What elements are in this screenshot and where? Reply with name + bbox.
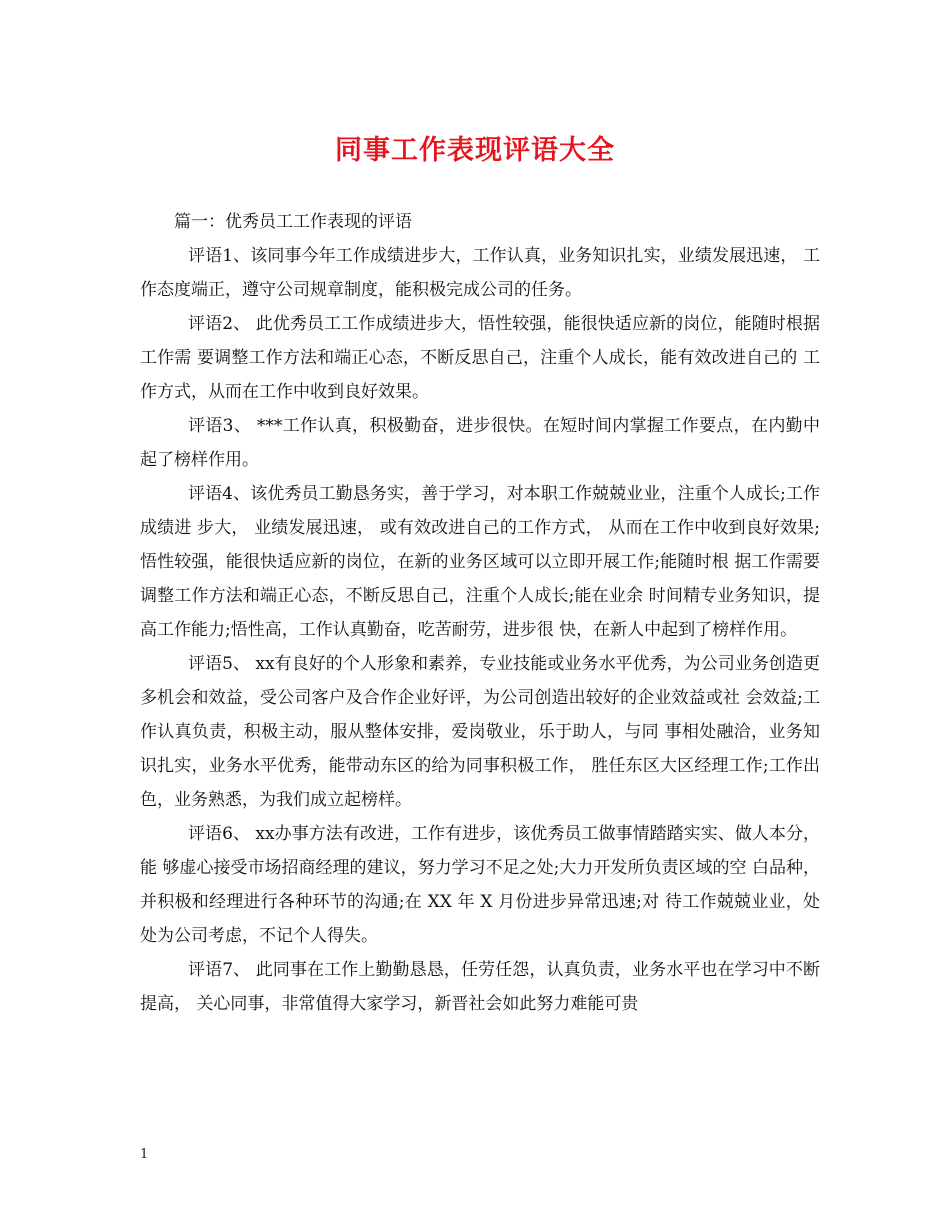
section-heading: 篇一：优秀员工工作表现的评语	[174, 212, 412, 232]
paragraph-comment-1: 评语1、该同事今年工作成绩进步大，工作认真，业务知识扎实，业绩发展迅速， 工作态度端正，遵守公司规章制度，能积极完成公司的任务。	[140, 246, 820, 300]
paragraph-comment-2: 评语2、 此优秀员工工作成绩进步大，悟性较强，能很快适应新的岗位，能随时根据工作需 要调整工作方法和端正心态，不断反思自己，注重个人成长，能有效改进自己的 工作方式，从而在工作中收到良好效果。	[140, 314, 820, 402]
page-number: 1	[140, 1147, 149, 1162]
paragraph-comment-6: 评语6、 xx办事方法有改进，工作有进步，该优秀员工做事情踏踏实实、做人本分，能 够虚心接受市场招商经理的建议，努力学习不足之处;大力开发所负责区域的空 白品种，并积极和经理进行各种环节的沟通;在 XX 年 X 月份进步异常迅速;对 待工作兢兢业业，处处为公司考虑，不记个人得失。	[140, 824, 820, 946]
document-body	[140, 205, 820, 1021]
paragraph-comment-7: 评语7、 此同事在工作上勤勤恳恳，任劳任怨，认真负责，业务水平也在学习中不断提高， 关心同事，非常值得大家学习，新晋社会如此努力难能可贵	[140, 960, 820, 1014]
document-title: 同事工作表现评语大全	[335, 135, 615, 166]
paragraph-comment-3: 评语3、 ***工作认真，积极勤奋，进步很快。在短时间内掌握工作要点，在内勤中 起了榜样作用。	[140, 416, 820, 470]
paragraph-comment-5: 评语5、 xx有良好的个人形象和素养，专业技能或业务水平优秀，为公司业务创造更 多机会和效益，受公司客户及合作企业好评，为公司创造出较好的企业效益或社 会效益;工作认真负责，积极主动，服从整体安排，爱岗敬业，乐于助人，与同 事相处融洽，业务知识扎实，业务水平优秀，能带动东区的给为同事积极工作， 胜任东区大区经理工作;工作出色，业务熟悉，为我们成立起榜样。	[140, 654, 820, 810]
paragraph-comment-4: 评语4、该优秀员工勤恳务实，善于学习，对本职工作兢兢业业，注重个人成长;工作成绩进 步大， 业绩发展迅速， 或有效改进自己的工作方式， 从而在工作中收到良好效果; 悟性较强，能很快适应新的岗位，在新的业务区域可以立即开展工作;能随时根 据工作需要调整工作方法和端正心态，不断反思自己，注重个人成长;能在业余 时间精专业务知识，提高工作能力;悟性高，工作认真勤奋，吃苦耐劳，进步很 快，在新人中起到了榜样作用。	[140, 484, 820, 640]
